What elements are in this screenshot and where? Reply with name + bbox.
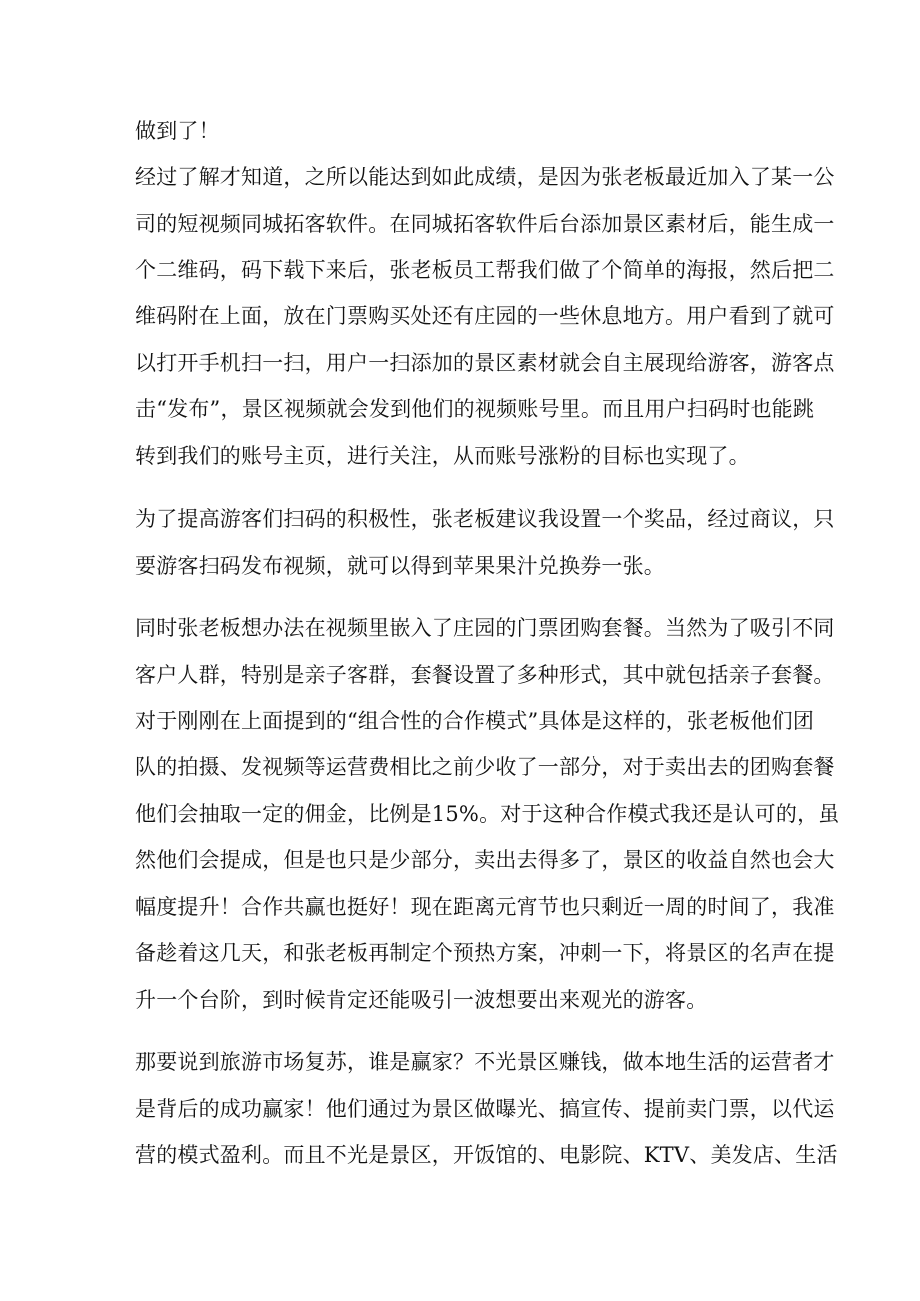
text-line: 做到了！: [135, 119, 220, 143]
text-line: 营的模式盈利。而且不光是景区，开饭馆的、电影院、KTV、美发店、生活: [135, 1143, 838, 1167]
text-line: 击“发布”，景区视频就会发到他们的视频账号里。而且用户扫码时也能跳: [135, 397, 815, 421]
text-line: 客户人群，特别是亲子客群，套餐设置了多种形式，其中就包括亲子套餐。: [135, 663, 835, 687]
text-line: 是背后的成功赢家！他们通过为景区做曝光、搞宣传、提前卖门票，以代运: [135, 1097, 835, 1121]
text-line: 然他们会提成，但是也只是少部分，卖出去得多了，景区的收益自然也会大: [135, 848, 835, 872]
text-line: 升一个台阶，到时候肯定还能吸引一波想要出来观光的游客。: [135, 988, 708, 1012]
text-line: 以打开手机扫一扫，用户一扫添加的景区素材就会自主展现给游客，游客点: [135, 351, 835, 375]
text-line: 那要说到旅游市场复苏，谁是赢家？不光景区赚钱，做本地生活的运营者才: [135, 1050, 835, 1074]
text-line: 同时张老板想办法在视频里嵌入了庄园的门票团购套餐。当然为了吸引不同: [135, 616, 835, 640]
text-line: 备趁着这几天，和张老板再制定个预热方案，冲刺一下，将景区的名声在提: [135, 941, 835, 965]
text-line: 他们会抽取一定的佣金，比例是15%。对于这种合作模式我还是认可的，虽: [135, 802, 840, 826]
text-line: 转到我们的账号主页，进行关注，从而账号涨粉的目标也实现了。: [135, 444, 750, 468]
text-line: 幅度提升！合作共赢也挺好！现在距离元宵节也只剩近一周的时间了，我准: [135, 895, 835, 919]
text-line: 经过了解才知道，之所以能达到如此成绩，是因为张老板最近加入了某一公: [135, 165, 835, 189]
text-line: 对于刚刚在上面提到的“组合性的合作模式”具体是这样的，张老板他们团: [135, 709, 815, 733]
text-line: 维码附在上面，放在门票购买处还有庄园的一些休息地方。用户看到了就可: [135, 304, 835, 328]
text-line: 要游客扫码发布视频，就可以得到苹果果汁兑换券一张。: [135, 554, 665, 578]
text-line: 为了提高游客们扫码的积极性，张老板建议我设置一个奖品，经过商议，只: [135, 507, 835, 531]
text-line: 个二维码，码下载下来后，张老板员工帮我们做了个简单的海报，然后把二: [135, 258, 835, 282]
text-line: 队的拍摄、发视频等运营费相比之前少收了一部分，对于卖出去的团购套餐: [135, 755, 835, 779]
text-line: 司的短视频同城拓客软件。在同城拓客软件后台添加景区素材后，能生成一: [135, 212, 835, 236]
